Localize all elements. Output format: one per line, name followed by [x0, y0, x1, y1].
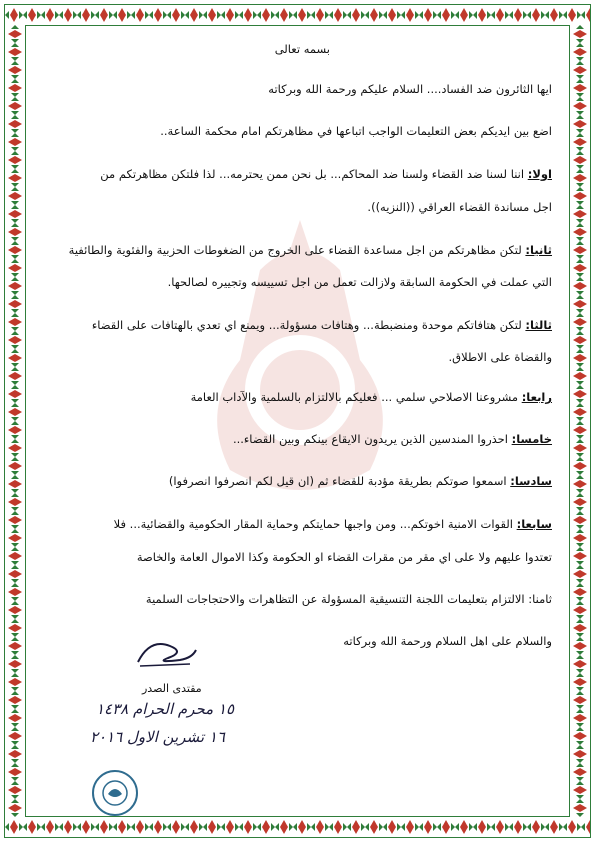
point-2-line-2: التي عملت في الحكومة السابقة ولازالت تعمل من اجل تسييسه وتجييره لصالحها. [167, 275, 552, 289]
seal-emblem-icon [100, 778, 130, 808]
closing: والسلام على اهل السلام ورحمة الله وبركاته [343, 634, 552, 648]
point-7-line-2: تعتدوا عليهم ولا على اي مقر من مقرات القضاء او الحكومة وكذا الاموال العامة والخاصة [136, 550, 552, 564]
border-ornament-bottom [5, 817, 590, 837]
point-1-label: اولا: [527, 167, 552, 181]
point-1-line-1: اولا: اننا لسنا ضد القضاء ولسنا ضد المحاكم... بل نحن ممن يحترمه... لذا فلتكن مظاهرتكم من [100, 167, 552, 181]
point-4: رابعا: مشروعنا الاصلاحي سلمي ... فعليكم بالالتزام بالسلمية والآداب العامة [190, 390, 552, 404]
point-2-line-1: ثانيا: لتكن مظاهرتكم من اجل مساعدة القضاء على الخروج من الضغوطات الحزبية والفئوية والطائفية [68, 243, 552, 257]
border-ornament-top [5, 5, 590, 25]
point-5-label: خامسا: [511, 432, 552, 446]
seal-stamp [92, 770, 138, 816]
point-6: سادسا: اسمعوا صوتكم بطريقة مؤدبة للقضاء ثم (ان قيل لكم انصرفوا انصرفوا) [168, 474, 552, 488]
signature-scribble [130, 636, 200, 670]
border-ornament-left [5, 25, 25, 817]
intro: اضع بين ايديكم بعض التعليمات الواجب اتباعها في مظاهرتكم امام محكمة الساعة.. [160, 124, 552, 138]
border-ornament-right [570, 25, 590, 817]
point-3-label: ثالثا: [525, 318, 552, 332]
point-8: ثامنا: الالتزام بتعليمات اللجنة التنسيقية المسؤولة عن التظاهرات والاحتجاجات السلمية [145, 592, 552, 606]
point-6-label: سادسا: [510, 474, 552, 488]
greeting: ايها الثائرون ضد الفساد.... السلام عليكم ورحمة الله وبركاته [268, 82, 552, 96]
date-hijri: ١٥ محرم الحرام ١٤٣٨ [96, 700, 235, 718]
date-gregorian: ١٦ تشرين الاول ٢٠١٦ [90, 728, 225, 746]
point-3-line-2: والقضاة على الاطلاق. [448, 350, 552, 364]
point-1-line-2: اجل مساندة القضاء العراقي ((النزيه)). [367, 200, 552, 214]
point-4-label: رابعا: [521, 390, 552, 404]
point-2-label: ثانيا: [525, 243, 552, 257]
bismillah: بسمه تعالى [274, 42, 330, 56]
signatory-name: مقتدى الصدر [142, 682, 202, 695]
point-7-line-1: سابعا: القوات الامنية اخوتكم... ومن واجبها حمايتكم وحماية المقار الحكومية والقضائية... فلا [113, 517, 552, 531]
point-5: خامسا: احذروا المندسين الذين يريدون الايقاع بينكم وبين القضاء... [232, 432, 552, 446]
point-3-line-1: ثالثا: لتكن هتافاتكم موحدة ومنضبطة... وهتافات مسؤولة... ويمنع اي تعدي بالهتافات على القضاء [91, 318, 552, 332]
point-7-label: سابعا: [516, 517, 552, 531]
